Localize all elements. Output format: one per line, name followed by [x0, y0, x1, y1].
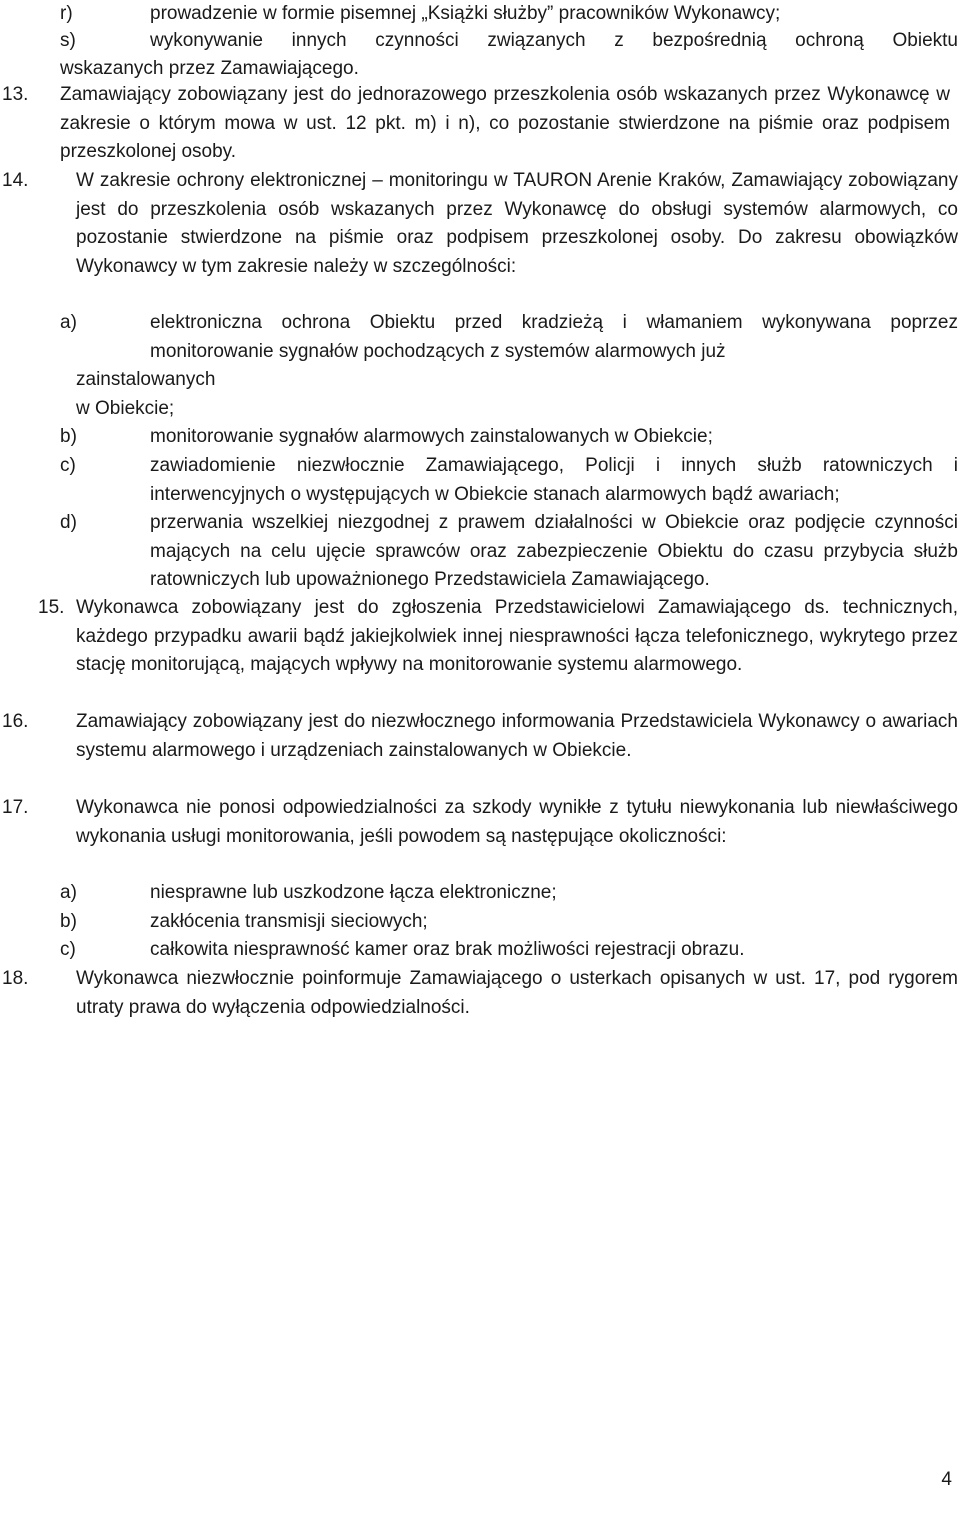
item-marker: 17.	[2, 797, 29, 818]
item-text: zainstalowanych	[76, 369, 216, 390]
item-marker: 14.	[2, 170, 29, 191]
item-text: Wykonawca niezwłocznie poinformuje Zamawiającego o usterkach opisanych w ust. 17, pod rygorem utraty prawa do wyłączenia odpowiedzialności.	[76, 968, 958, 1018]
item-text: zakłócenia transmisji sieciowych;	[150, 911, 428, 932]
item-text: Wykonawca zobowiązany jest do zgłoszenia Przedstawicielowi Zamawiającego ds. technicznych, każdego przypadku awarii bądź jakiejkolwiek innej niesprawności łącza telefonicznego, wykrytego przez stację monitorującą, mających wpływy na monitorowanie systemu alarmowego.	[76, 597, 958, 676]
item-marker: 15.	[38, 597, 65, 618]
item-text: monitorowanie sygnałów alarmowych zainstalowanych w Obiekcie;	[150, 426, 713, 447]
item-text: zawiadomienie niezwłocznie Zamawiającego, Policji i innych służb ratowniczych i interwencyjnych o występujących w Obiekcie stanach alarmowych bądź awariach;	[150, 455, 958, 505]
item-marker: 18.	[2, 968, 29, 989]
page-number: 4	[941, 1469, 952, 1490]
item-text: prowadzenie w formie pisemnej „Książki służby” pracowników Wykonawcy;	[150, 3, 781, 24]
item-text: Wykonawca nie ponosi odpowiedzialności za szkody wynikłe z tytułu niewykonania lub niewłaściwego wykonania usługi monitorowania, jeśli powodem są następujące okoliczności:	[76, 797, 958, 847]
item-marker: d)	[60, 512, 77, 533]
item-marker: 16.	[2, 711, 29, 732]
item-text: przerwania wszelkiej niezgodnej z prawem działalności w Obiekcie oraz podjęcie czynności mających na celu ujęcie sprawców oraz zabezpieczenie Obiektu do czasu przybycia służb ratowniczych lub upoważnionego Przedstawiciela Zamawiającego.	[150, 512, 958, 591]
item-text: elektroniczna ochrona Obiektu przed kradzieżą i włamaniem wykonywana poprzez monitorowanie sygnałów pochodzących z systemów alarmowych już	[150, 312, 958, 362]
item-marker: a)	[60, 312, 77, 333]
item-text: W zakresie ochrony elektronicznej – monitoringu w TAURON Arenie Kraków, Zamawiający zobowiązany jest do przeszkolenia osób wskazanych przez Wykonawcę do obsługi systemów alarmowych, co pozostanie stwierdzone na piśmie oraz podpisem przeszkolonej osoby. Do zakresu obowiązków Wykonawcy w tym zakresie należy w szczególności:	[76, 170, 958, 277]
item-text: całkowita niesprawność kamer oraz brak możliwości rejestracji obrazu.	[150, 939, 745, 960]
item-text: niesprawne lub uszkodzone łącza elektroniczne;	[150, 882, 557, 903]
item-marker: r)	[60, 3, 73, 24]
item-marker: c)	[60, 455, 76, 476]
item-text: wykonywanie innych czynności związanych z bezpośrednią ochroną Obiektu	[150, 30, 958, 51]
item-marker: c)	[60, 939, 76, 960]
item-marker: 13.	[2, 84, 29, 105]
item-marker: a)	[60, 882, 77, 903]
item-marker: b)	[60, 426, 77, 447]
item-marker: s)	[60, 30, 76, 51]
item-marker: b)	[60, 911, 77, 932]
item-text: w Obiekcie;	[76, 398, 175, 419]
item-text: Zamawiający zobowiązany jest do niezwłocznego informowania Przedstawiciela Wykonawcy o awariach systemu alarmowego i urządzeniach zainstalowanych w Obiekcie.	[76, 711, 958, 761]
item-text: wskazanych przez Zamawiającego.	[60, 58, 359, 79]
item-text: Zamawiający zobowiązany jest do jednorazowego przeszkolenia osób wskazanych przez Wykonawcę w zakresie o którym mowa w ust. 12 pkt. m) i n), co pozostanie stwierdzone na piśmie oraz podpisem przeszkolonej osoby.	[60, 84, 950, 163]
